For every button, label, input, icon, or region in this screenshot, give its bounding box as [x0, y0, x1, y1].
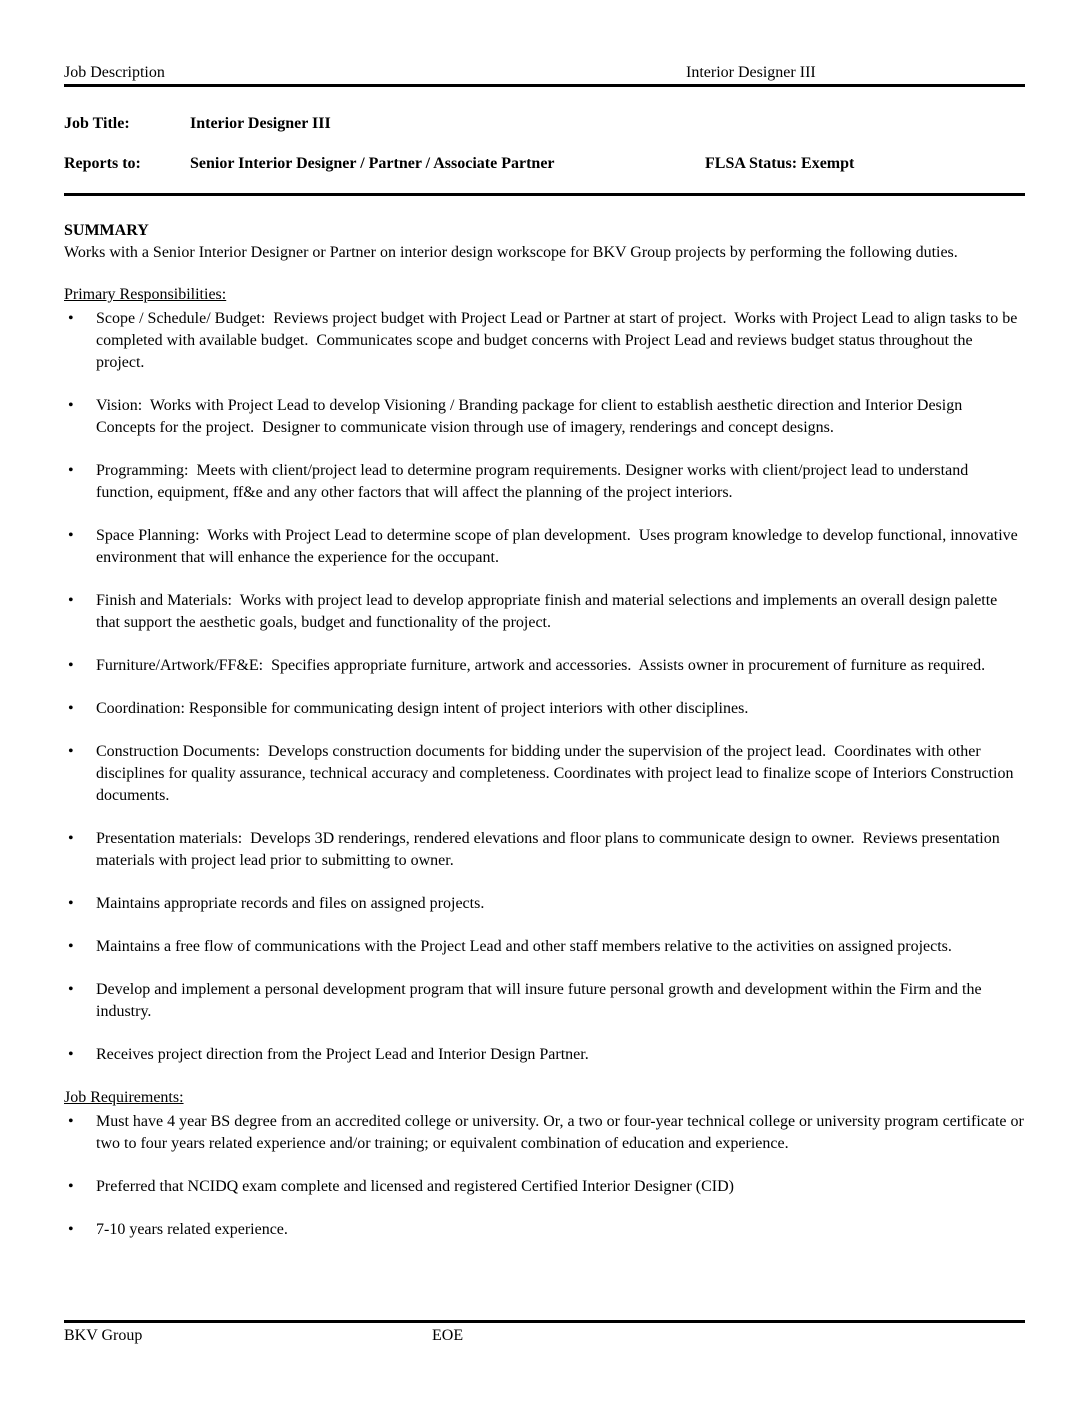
list-item: • Presentation materials: Develops 3D renderings, rendered elevations and floor plans to communicate design to owner. Reviews presentation materials with project lead prior to submitting to owner. [64, 828, 1025, 872]
list-item: • Develop and implement a personal development program that will insure future personal growth and development within the Firm and the industry. [64, 979, 1025, 1023]
header-doc-title: Interior Designer III [686, 64, 816, 81]
header-rule [64, 84, 1025, 87]
job-title-label: Job Title: [64, 115, 130, 132]
list-item: • 7-10 years related experience. [64, 1219, 1025, 1241]
document-content [64, 0, 1028, 1262]
list-item: • Scope / Schedule/ Budget: Reviews project budget with Project Lead or Partner at start of project. Works with Project Lead to align tasks to be completed with available budget. Communicates scope and budget concerns with Project Lead and reviews budget status throughout the project. [64, 308, 1025, 374]
header-doc-type: Job Description [64, 64, 165, 81]
job-title-value: Interior Designer III [190, 115, 331, 132]
reports-to-value: Senior Interior Designer / Partner / Associate Partner [190, 155, 555, 172]
job-requirements-heading: Job Requirements: [64, 1089, 184, 1106]
list-item: • Furniture/Artwork/FF&E: Specifies appropriate furniture, artwork and accessories. Assists owner in procurement of furniture as required. [64, 655, 1025, 677]
list-item: • Preferred that NCIDQ exam complete and licensed and registered Certified Interior Designer (CID) [64, 1176, 1025, 1198]
footer-company: BKV Group [64, 1327, 143, 1344]
list-item: • Finish and Materials: Works with project lead to develop appropriate finish and material selections and implements an overall design palette that support the aesthetic goals, budget and functionality of the project. [64, 590, 1025, 634]
primary-responsibilities-list [64, 308, 1025, 1066]
title-block-rule [64, 193, 1025, 196]
page-header [64, 62, 1025, 84]
page-footer [64, 1320, 1025, 1347]
footer-rule [64, 1320, 1025, 1323]
list-item: • Programming: Meets with client/project lead to determine program requirements. Designer works with client/project lead to understand function, equipment, ff&e and any other factors that will affect the planning of the project interiors. [64, 460, 1025, 504]
list-item: • Receives project direction from the Project Lead and Interior Design Partner. [64, 1044, 1025, 1066]
footer-row [64, 1325, 1025, 1347]
job-requirements-section [64, 1087, 1028, 1241]
list-item: • Maintains a free flow of communications with the Project Lead and other staff members relative to the activities on assigned projects. [64, 936, 1025, 958]
list-item: • Vision: Works with Project Lead to develop Visioning / Branding package for client to establish aesthetic direction and Interior Design Concepts for the project. Designer to communicate vision through use of imagery, renderings and concept designs. [64, 395, 1025, 439]
reports-to-label: Reports to: [64, 155, 141, 172]
list-item: • Space Planning: Works with Project Lead to determine scope of plan development. Uses program knowledge to develop functional, innovative environment that will enhance the experience for the occupant. [64, 525, 1025, 569]
list-item: • Must have 4 year BS degree from an accredited college or university. Or, a two or four-year technical college or university program certificate or two to four years related experience and/or training; or equivalent combination of education and experience. [64, 1111, 1025, 1155]
primary-responsibilities-heading: Primary Responsibilities: [64, 286, 227, 303]
job-requirements-list [64, 1111, 1028, 1241]
footer-eoe: EOE [432, 1327, 464, 1344]
list-item: • Maintains appropriate records and files on assigned projects. [64, 893, 1025, 915]
list-item: • Construction Documents: Develops construction documents for bidding under the supervision of the project lead. Coordinates with other disciplines for quality assurance, technical accuracy and completeness. Coordinates with project lead to finalize scope of Interiors Construction documents. [64, 741, 1025, 807]
job-title-row [64, 113, 1025, 135]
summary-section [64, 220, 1025, 264]
summary-body: Works with a Senior Interior Designer or Partner on interior design workscope for BKV Group projects by performing the following duties. [64, 244, 958, 261]
flsa-status: FLSA Status: Exempt [705, 155, 855, 172]
reports-to-row [64, 153, 1025, 175]
summary-heading: SUMMARY [64, 222, 149, 239]
primary-responsibilities-section [64, 284, 1025, 1066]
list-item: • Coordination: Responsible for communicating design intent of project interiors with other disciplines. [64, 698, 1025, 720]
title-block [64, 113, 1025, 175]
